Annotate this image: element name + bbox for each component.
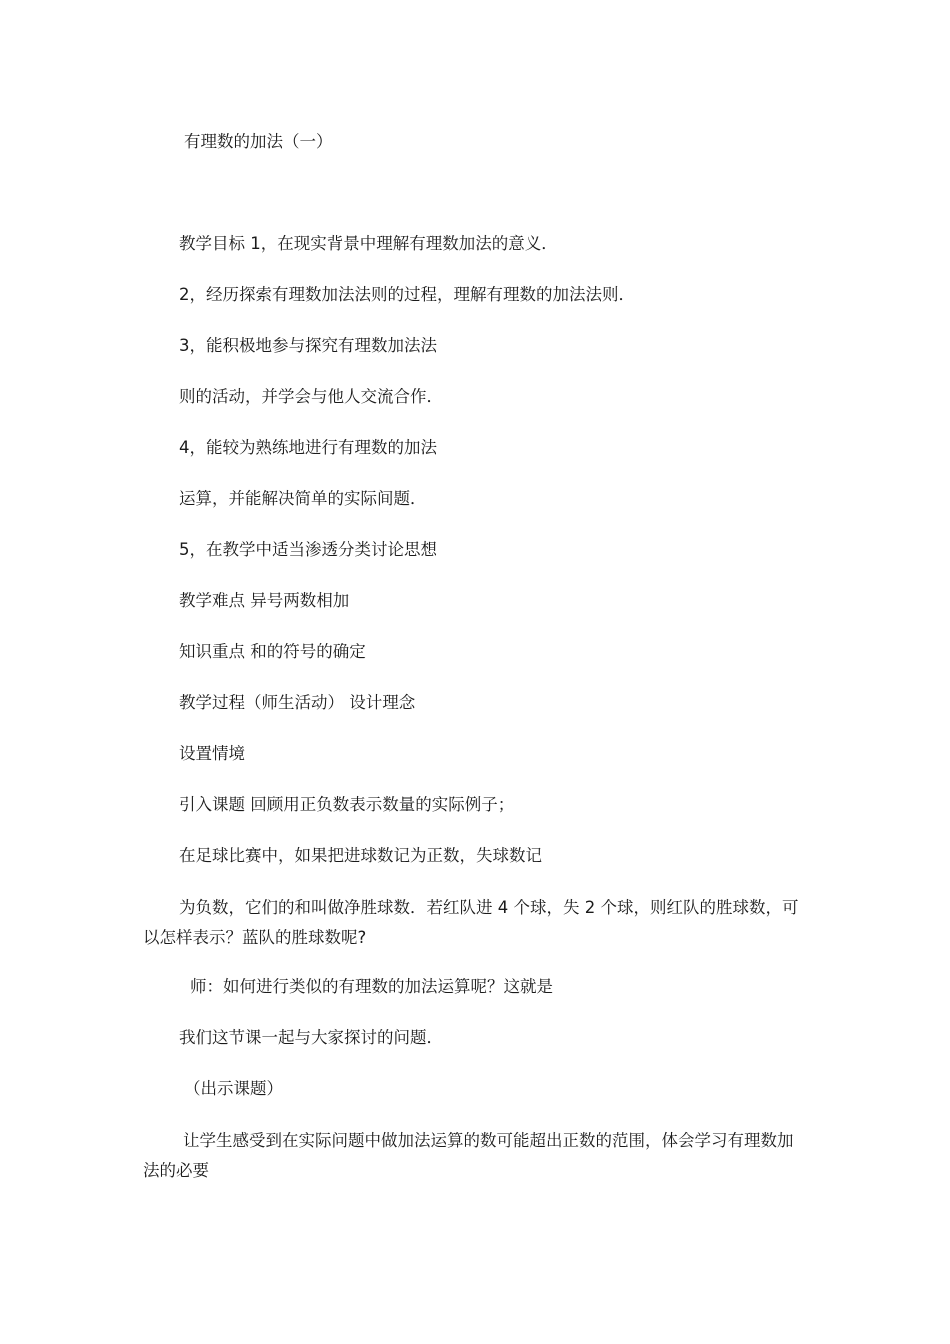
text-line-objective-3a: 3，能积极地参与探究有理数加法法 [179, 336, 437, 355]
text-line-process-header: 教学过程（师生活动） 设计理念 [179, 693, 416, 712]
text-line-objective-1: 教学目标 1，在现实背景中理解有理数加法的意义． [179, 234, 558, 253]
text-line-show-topic: （出示课题） [184, 1079, 283, 1098]
paragraph-red-team: 为负数，它们的和叫做净胜球数．若红队进 4 个球，失 2 个球，则红队的胜球数，可以怎样表示？蓝队的胜球数呢? [143, 898, 799, 947]
text-line-objective-5: 5，在教学中适当渗透分类讨论思想 [179, 540, 437, 559]
text-line-key-point: 知识重点 和的符号的确定 [179, 642, 366, 661]
text-line-problem: 我们这节课一起与大家探讨的问题． [179, 1028, 443, 1047]
text-line-objective-2: 2，经历探索有理数加法法则的过程，理解有理数的加法法则． [179, 285, 635, 304]
text-line-intro-topic: 引入课题 回顾用正负数表示数量的实际例子； [179, 795, 515, 814]
text-line-objective-3b: 则的活动，并学会与他人交流合作． [179, 387, 443, 406]
text-line-football: 在足球比赛中，如果把进球数记为正数，失球数记 [179, 846, 542, 865]
text-line-setting-scene: 设置情境 [179, 744, 245, 763]
text-line-objective-4a: 4，能较为熟练地进行有理数的加法 [179, 438, 437, 457]
document-title: 有理数的加法（一） [184, 132, 333, 151]
paragraph-design-idea: 让学生感受到在实际问题中做加法运算的数可能超出正数的范围，体会学习有理数加法的必要 [143, 1131, 794, 1180]
text-line-teacher: 师：如何进行类似的有理数的加法运算呢？这就是 [190, 977, 553, 996]
text-line-objective-4b: 运算，并能解决简单的实际间题． [179, 489, 427, 508]
text-line-difficulty: 教学难点 异号两数相加 [179, 591, 350, 610]
